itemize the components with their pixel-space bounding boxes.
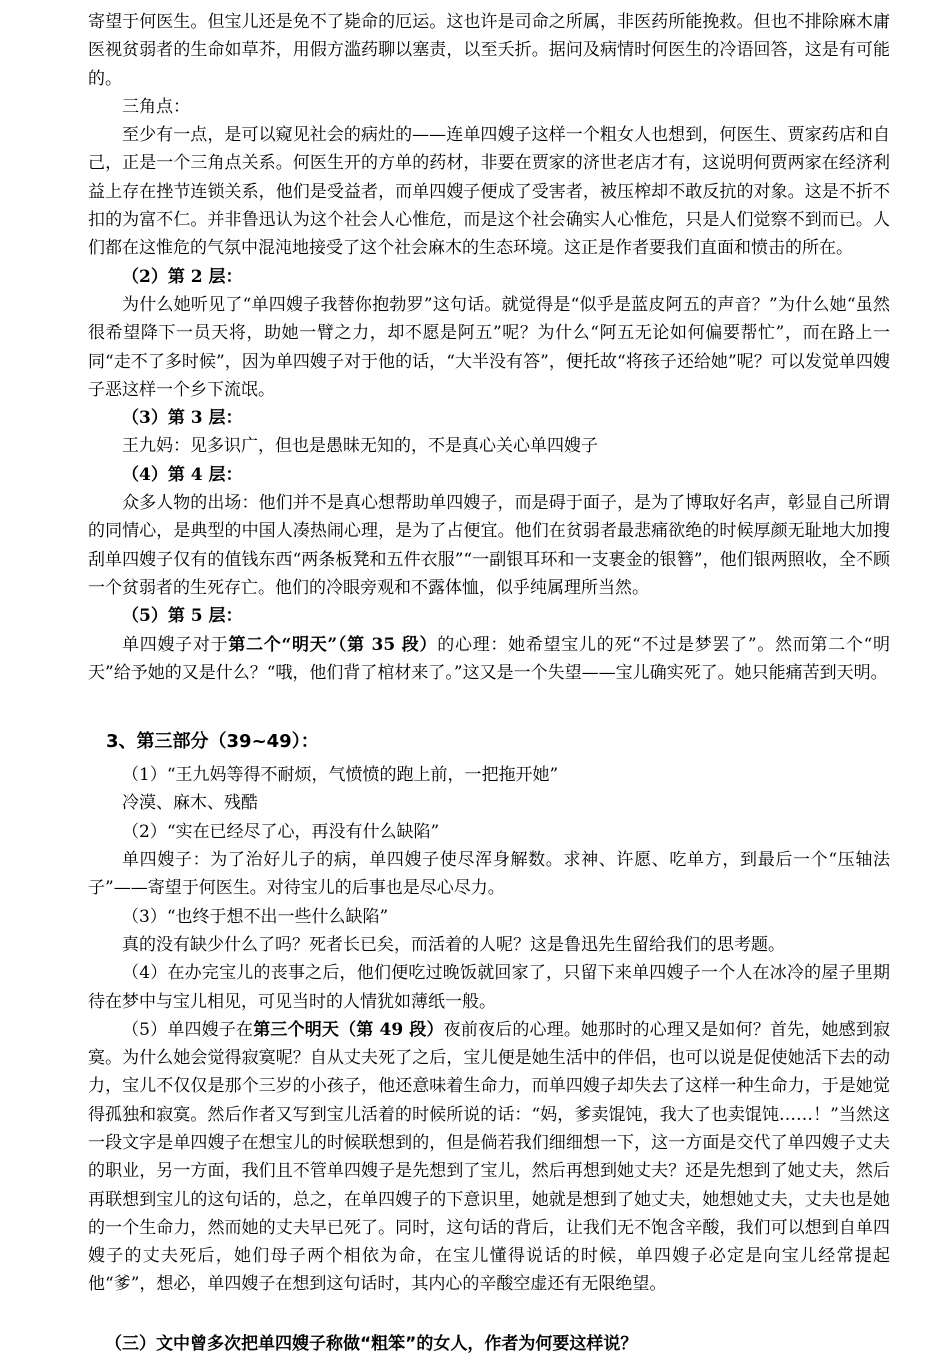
text-run: 夜前夜后的心理。她那时的心理又是如何？首先，她感到寂寞。为什么她会觉得寂寞呢？自从丈夫死了之后，宝儿便是她生活中的伴侣，也可以说是促使她活下去的动力，宝儿不仅仅是那个三岁的小孩子，他还意味着生命力，而单四嫂子却失去了这样一种生命力，于是她觉得孤独和寂寞。然后作者又写到宝儿活着的时候所说的话：“妈，爹卖馄饨，我大了也卖馄饨……！”当然这一段文字是单四嫂子在想宝儿的时候联想到的，但是倘若我们细细想一下，这一方面是交代了单四嫂子丈夫的职业，另一方面，我们且不管单四嫂子是先想到了宝儿，然后再想到她丈夫？还是先想到了她丈夫，然后再联想到宝儿的这句话的，总之，在单四嫂子的下意识里，她就是想到了她丈夫，她想她丈夫，丈夫也是她的一个生命力，然而她的丈夫早已死了。同时，这句话的背后，让我们无不饱含辛酸，我们可以想到自单四嫂子的丈夫死后，她们母子两个相依为命，在宝儿懂得说话的时候，单四嫂子必定是向宝儿经常提起他“爹”，想必，单四嫂子在想到这句话时，其内心的辛酸空虚还有无限绝望。 xyxy=(88,1019,890,1295)
question-heading-3: （三）文中曾多次把单四嫂子称做“粗笨”的女人，作者为何要这样说？ xyxy=(105,1333,638,1354)
paragraph-triangle: 至少有一点，是可以窥见社会的病灶的——连单四嫂子这样一个粗女人也想到，何医生、贾家药店和自己，正是一个三角点关系。何医生开的方单的药材，非要在贾家的济世老店才有，这说明何贾两家在经济利益上存在挫节连锁关系，他们是受益者，而单四嫂子便成了受害者，被压榨却不敢反抗的对象。这是不折不扣的为富不仁。并非鲁迅认为这个社会人心惟危，而是这个社会确实人心惟危，只是人们觉察不到而已。人们都在这惟危的气氛中混沌地接受了这个社会麻木的生态环境。这正是作者要我们直面和愤击的所在。 xyxy=(88,125,890,259)
quote-1: （1）“王九妈等得不耐烦，气愤愤的跑上前，一把拖开她” xyxy=(122,765,559,786)
quote-3: （3）“也终于想不出一些什么缺陷” xyxy=(122,906,389,927)
text-run: 单四嫂子对于 xyxy=(122,634,229,655)
paragraph-layer-4: 众多人物的出场：他们并不是真心想帮助单四嫂子，而是碍于面子，是为了博取好名声，彰显自己所谓的同情心，是典型的中国人凑热闹心理，是为了占便宜。他们在贫弱者最悲痛欲绝的时候厚颜无耻地大加搜刮单四嫂子仅有的值钱东西“两条板凳和五件衣服”“一副银耳环和一支裹金的银簪”，他们银两照收，全不顾一个贫弱者的生死存亡。他们的冷眼旁观和不露体恤，似乎纯属理所当然。 xyxy=(88,493,890,598)
emphasis-third-tomorrow: 第三个明天（第 49 段） xyxy=(253,1019,444,1040)
paragraph-4: （4）在办完宝儿的丧事之后，他们便吃过晚饭就回家了，只留下来单四嫂子一个人在冰冷的屋子里期待在梦中与宝儿相见，可见当时的人情犹如薄纸一般。 xyxy=(88,963,890,1012)
layer-4-heading: （4）第 4 层： xyxy=(122,464,243,485)
answer-3: 真的没有缺少什么了吗？死者长已矣，而活着的人呢？这是鲁迅先生留给我们的思考题。 xyxy=(122,934,785,955)
emphasis-second-tomorrow: 第二个“明天”（第 35 段） xyxy=(228,634,438,655)
text-run: 的心理：她希望宝儿的死“不过是梦罢了”。然而第二个“明天”给予她的又是什么？“哦，他们背了棺材来了。”这又是一个失望——宝儿确实死了。她只能痛苦到天明。 xyxy=(88,634,891,683)
paragraph-layer-2: 为什么她听见了“单四嫂子我替你抱勃罗”这句话。就觉得是“似乎是蓝皮阿五的声音？”为什么她“虽然很希望降下一员天将，助她一臂之力，却不愿是阿五”呢？为什么“阿五无论如何偏要帮忙”，而在路上一同“走不了多时候”，因为单四嫂子对于他的话，“大半没有答”，便托故“将孩子还给她”呢？可以发觉单四嫂子恶这样一个乡下流氓。 xyxy=(88,294,890,400)
paragraph-5 xyxy=(88,1016,890,1299)
paragraph-layer-5 xyxy=(88,631,890,688)
layer-3-heading: （3）第 3 层： xyxy=(122,408,243,429)
layer-2-heading: （2）第 2 层： xyxy=(122,266,243,287)
paragraph-layer-3: 王九妈：见多识广，但也是愚昧无知的，不是真心关心单四嫂子 xyxy=(122,436,598,457)
layer-5-heading: （5）第 5 层： xyxy=(122,606,243,627)
section-heading-part-3: 3、第三部分（39~49）： xyxy=(106,731,319,753)
answer-2: 单四嫂子：为了治好儿子的病，单四嫂子使尽浑身解数。求神、许愿、吃单方，到最后一个“压轴法子”——寄望于何医生。对待宝儿的后事也是尽心尽力。 xyxy=(88,850,890,899)
paragraph-continuation: 寄望于何医生。但宝儿还是免不了毙命的厄运。这也许是司命之所属，非医药所能挽救。但也不排除麻木庸医视贫弱者的生命如草芥，用假方滥药聊以塞责，以至夭折。据问及病情时何医生的冷语回答，这是有可能的。 xyxy=(88,12,890,89)
text-run: （5）单四嫂子在 xyxy=(122,1019,254,1040)
subheading-triangle: 三角点： xyxy=(122,96,190,117)
answer-1: 冷漠、麻木、残酷 xyxy=(122,793,258,814)
quote-2: （2）“实在已经尽了心，再没有什么缺陷” xyxy=(122,821,440,842)
